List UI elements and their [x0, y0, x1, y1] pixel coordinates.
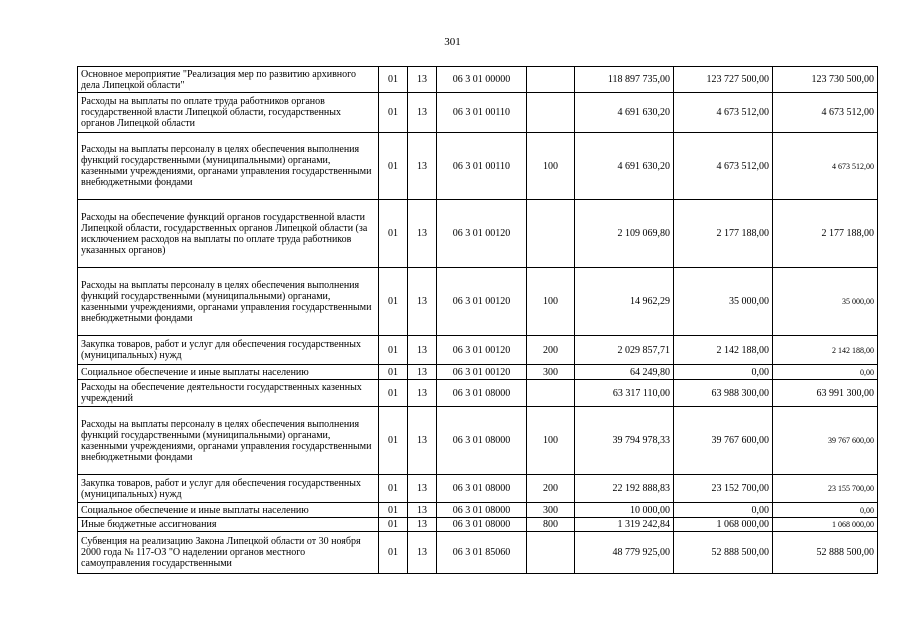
amount-year1-cell: 39 794 978,33: [575, 407, 674, 475]
amount-year1-cell: 2 109 069,80: [575, 200, 674, 268]
amount-year3-cell: 35 000,00: [773, 268, 878, 336]
expense-kind-cell: 200: [527, 475, 575, 503]
table-row: [78, 532, 878, 574]
amount-year1-cell: 14 962,29: [575, 268, 674, 336]
amount-year3-cell: 0,00: [773, 365, 878, 380]
amount-year1-cell: 48 779 925,00: [575, 532, 674, 574]
amount-year2-cell: 52 888 500,00: [674, 532, 773, 574]
row-name-cell: Расходы на выплаты персоналу в целях обеспечения выполнения функций государственными (муниципальными) органами, казенными учреждениями, органами управления государственными внебюджетными фондами: [78, 268, 379, 336]
subsection-code-cell: 13: [408, 475, 437, 503]
target-article-cell: 06 3 01 08000: [437, 503, 527, 518]
row-name-cell: Иные бюджетные ассигнования: [78, 518, 379, 532]
amount-year3-cell: 2 177 188,00: [773, 200, 878, 268]
table-row: [78, 268, 878, 336]
target-article-cell: 06 3 01 00110: [437, 93, 527, 133]
amount-year2-cell: 2 177 188,00: [674, 200, 773, 268]
table-row: [78, 336, 878, 365]
table-row: [78, 365, 878, 380]
row-name-cell: Расходы на обеспечение деятельности государственных казенных учреждений: [78, 380, 379, 407]
table-row: [78, 518, 878, 532]
subsection-code-cell: 13: [408, 200, 437, 268]
subsection-code-cell: 13: [408, 532, 437, 574]
subsection-code-cell: 13: [408, 336, 437, 365]
row-name-cell: Расходы на выплаты персоналу в целях обеспечения выполнения функций государственными (муниципальными) органами, казенными учреждениями, органами управления государственными внебюджетными фондами: [78, 133, 379, 200]
amount-year2-cell: 39 767 600,00: [674, 407, 773, 475]
target-article-cell: 06 3 01 85060: [437, 532, 527, 574]
row-name-cell: Социальное обеспечение и иные выплаты населению: [78, 503, 379, 518]
target-article-cell: 06 3 01 00120: [437, 200, 527, 268]
amount-year3-cell: 23 155 700,00: [773, 475, 878, 503]
table-row: [78, 503, 878, 518]
amount-year3-cell: 63 991 300,00: [773, 380, 878, 407]
target-article-cell: 06 3 01 00120: [437, 268, 527, 336]
expense-kind-cell: [527, 67, 575, 93]
table-row: [78, 380, 878, 407]
expense-kind-cell: 800: [527, 518, 575, 532]
amount-year1-cell: 63 317 110,00: [575, 380, 674, 407]
amount-year1-cell: 2 029 857,71: [575, 336, 674, 365]
table-row: [78, 200, 878, 268]
section-code-cell: 01: [379, 336, 408, 365]
section-code-cell: 01: [379, 200, 408, 268]
amount-year1-cell: 4 691 630,20: [575, 93, 674, 133]
subsection-code-cell: 13: [408, 67, 437, 93]
subsection-code-cell: 13: [408, 365, 437, 380]
expense-kind-cell: 300: [527, 365, 575, 380]
section-code-cell: 01: [379, 133, 408, 200]
row-name-cell: Расходы на обеспечение функций органов государственной власти Липецкой области, государственных органов Липецкой области (за исключением расходов на выплаты по оплате труда работников указанных органов): [78, 200, 379, 268]
row-name-cell: Закупка товаров, работ и услуг для обеспечения государственных (муниципальных) нужд: [78, 336, 379, 365]
section-code-cell: 01: [379, 407, 408, 475]
row-name-cell: Расходы на выплаты по оплате труда работников органов государственной власти Липецкой области, государственных органов Липецкой области: [78, 93, 379, 133]
amount-year2-cell: 63 988 300,00: [674, 380, 773, 407]
section-code-cell: 01: [379, 532, 408, 574]
expense-kind-cell: [527, 93, 575, 133]
amount-year2-cell: 23 152 700,00: [674, 475, 773, 503]
subsection-code-cell: 13: [408, 407, 437, 475]
section-code-cell: 01: [379, 93, 408, 133]
amount-year3-cell: 2 142 188,00: [773, 336, 878, 365]
table-row: [78, 407, 878, 475]
target-article-cell: 06 3 01 08000: [437, 475, 527, 503]
subsection-code-cell: 13: [408, 518, 437, 532]
amount-year1-cell: 1 319 242,84: [575, 518, 674, 532]
target-article-cell: 06 3 01 00120: [437, 365, 527, 380]
table-row: [78, 133, 878, 200]
amount-year2-cell: 0,00: [674, 365, 773, 380]
amount-year1-cell: 4 691 630,20: [575, 133, 674, 200]
amount-year2-cell: 123 727 500,00: [674, 67, 773, 93]
section-code-cell: 01: [379, 365, 408, 380]
subsection-code-cell: 13: [408, 268, 437, 336]
subsection-code-cell: 13: [408, 133, 437, 200]
row-name-cell: Основное мероприятие "Реализация мер по развитию архивного дела Липецкой области": [78, 67, 379, 93]
section-code-cell: 01: [379, 503, 408, 518]
target-article-cell: 06 3 01 08000: [437, 407, 527, 475]
amount-year2-cell: 2 142 188,00: [674, 336, 773, 365]
amount-year1-cell: 10 000,00: [575, 503, 674, 518]
amount-year1-cell: 118 897 735,00: [575, 67, 674, 93]
amount-year3-cell: 1 068 000,00: [773, 518, 878, 532]
amount-year2-cell: 4 673 512,00: [674, 133, 773, 200]
amount-year2-cell: 35 000,00: [674, 268, 773, 336]
section-code-cell: 01: [379, 518, 408, 532]
amount-year1-cell: 22 192 888,83: [575, 475, 674, 503]
amount-year3-cell: 52 888 500,00: [773, 532, 878, 574]
subsection-code-cell: 13: [408, 93, 437, 133]
row-name-cell: Субвенция на реализацию Закона Липецкой области от 30 ноября 2000 года № 117-ОЗ "О наделении органов местного самоуправления государственными: [78, 532, 379, 574]
subsection-code-cell: 13: [408, 503, 437, 518]
table-row: [78, 475, 878, 503]
amount-year2-cell: 1 068 000,00: [674, 518, 773, 532]
section-code-cell: 01: [379, 268, 408, 336]
amount-year3-cell: 4 673 512,00: [773, 93, 878, 133]
table-row: [78, 93, 878, 133]
page-number: 301: [444, 36, 461, 48]
amount-year2-cell: 0,00: [674, 503, 773, 518]
table-row: [78, 67, 878, 93]
expense-kind-cell: 100: [527, 407, 575, 475]
target-article-cell: 06 3 01 00120: [437, 336, 527, 365]
amount-year2-cell: 4 673 512,00: [674, 93, 773, 133]
row-name-cell: Социальное обеспечение и иные выплаты населению: [78, 365, 379, 380]
amount-year3-cell: 0,00: [773, 503, 878, 518]
target-article-cell: 06 3 01 00110: [437, 133, 527, 200]
target-article-cell: 06 3 01 08000: [437, 380, 527, 407]
amount-year3-cell: 4 673 512,00: [773, 133, 878, 200]
expense-kind-cell: 300: [527, 503, 575, 518]
section-code-cell: 01: [379, 475, 408, 503]
expense-kind-cell: 100: [527, 268, 575, 336]
amount-year1-cell: 64 249,80: [575, 365, 674, 380]
section-code-cell: 01: [379, 67, 408, 93]
subsection-code-cell: 13: [408, 380, 437, 407]
budget-table: [77, 66, 878, 574]
row-name-cell: Расходы на выплаты персоналу в целях обеспечения выполнения функций государственными (муниципальными) органами, казенными учреждениями, органами управления государственными внебюджетными фондами: [78, 407, 379, 475]
expense-kind-cell: [527, 200, 575, 268]
expense-kind-cell: [527, 532, 575, 574]
expense-kind-cell: 200: [527, 336, 575, 365]
amount-year3-cell: 123 730 500,00: [773, 67, 878, 93]
expense-kind-cell: [527, 380, 575, 407]
row-name-cell: Закупка товаров, работ и услуг для обеспечения государственных (муниципальных) нужд: [78, 475, 379, 503]
expense-kind-cell: 100: [527, 133, 575, 200]
section-code-cell: 01: [379, 380, 408, 407]
amount-year3-cell: 39 767 600,00: [773, 407, 878, 475]
target-article-cell: 06 3 01 08000: [437, 518, 527, 532]
target-article-cell: 06 3 01 00000: [437, 67, 527, 93]
